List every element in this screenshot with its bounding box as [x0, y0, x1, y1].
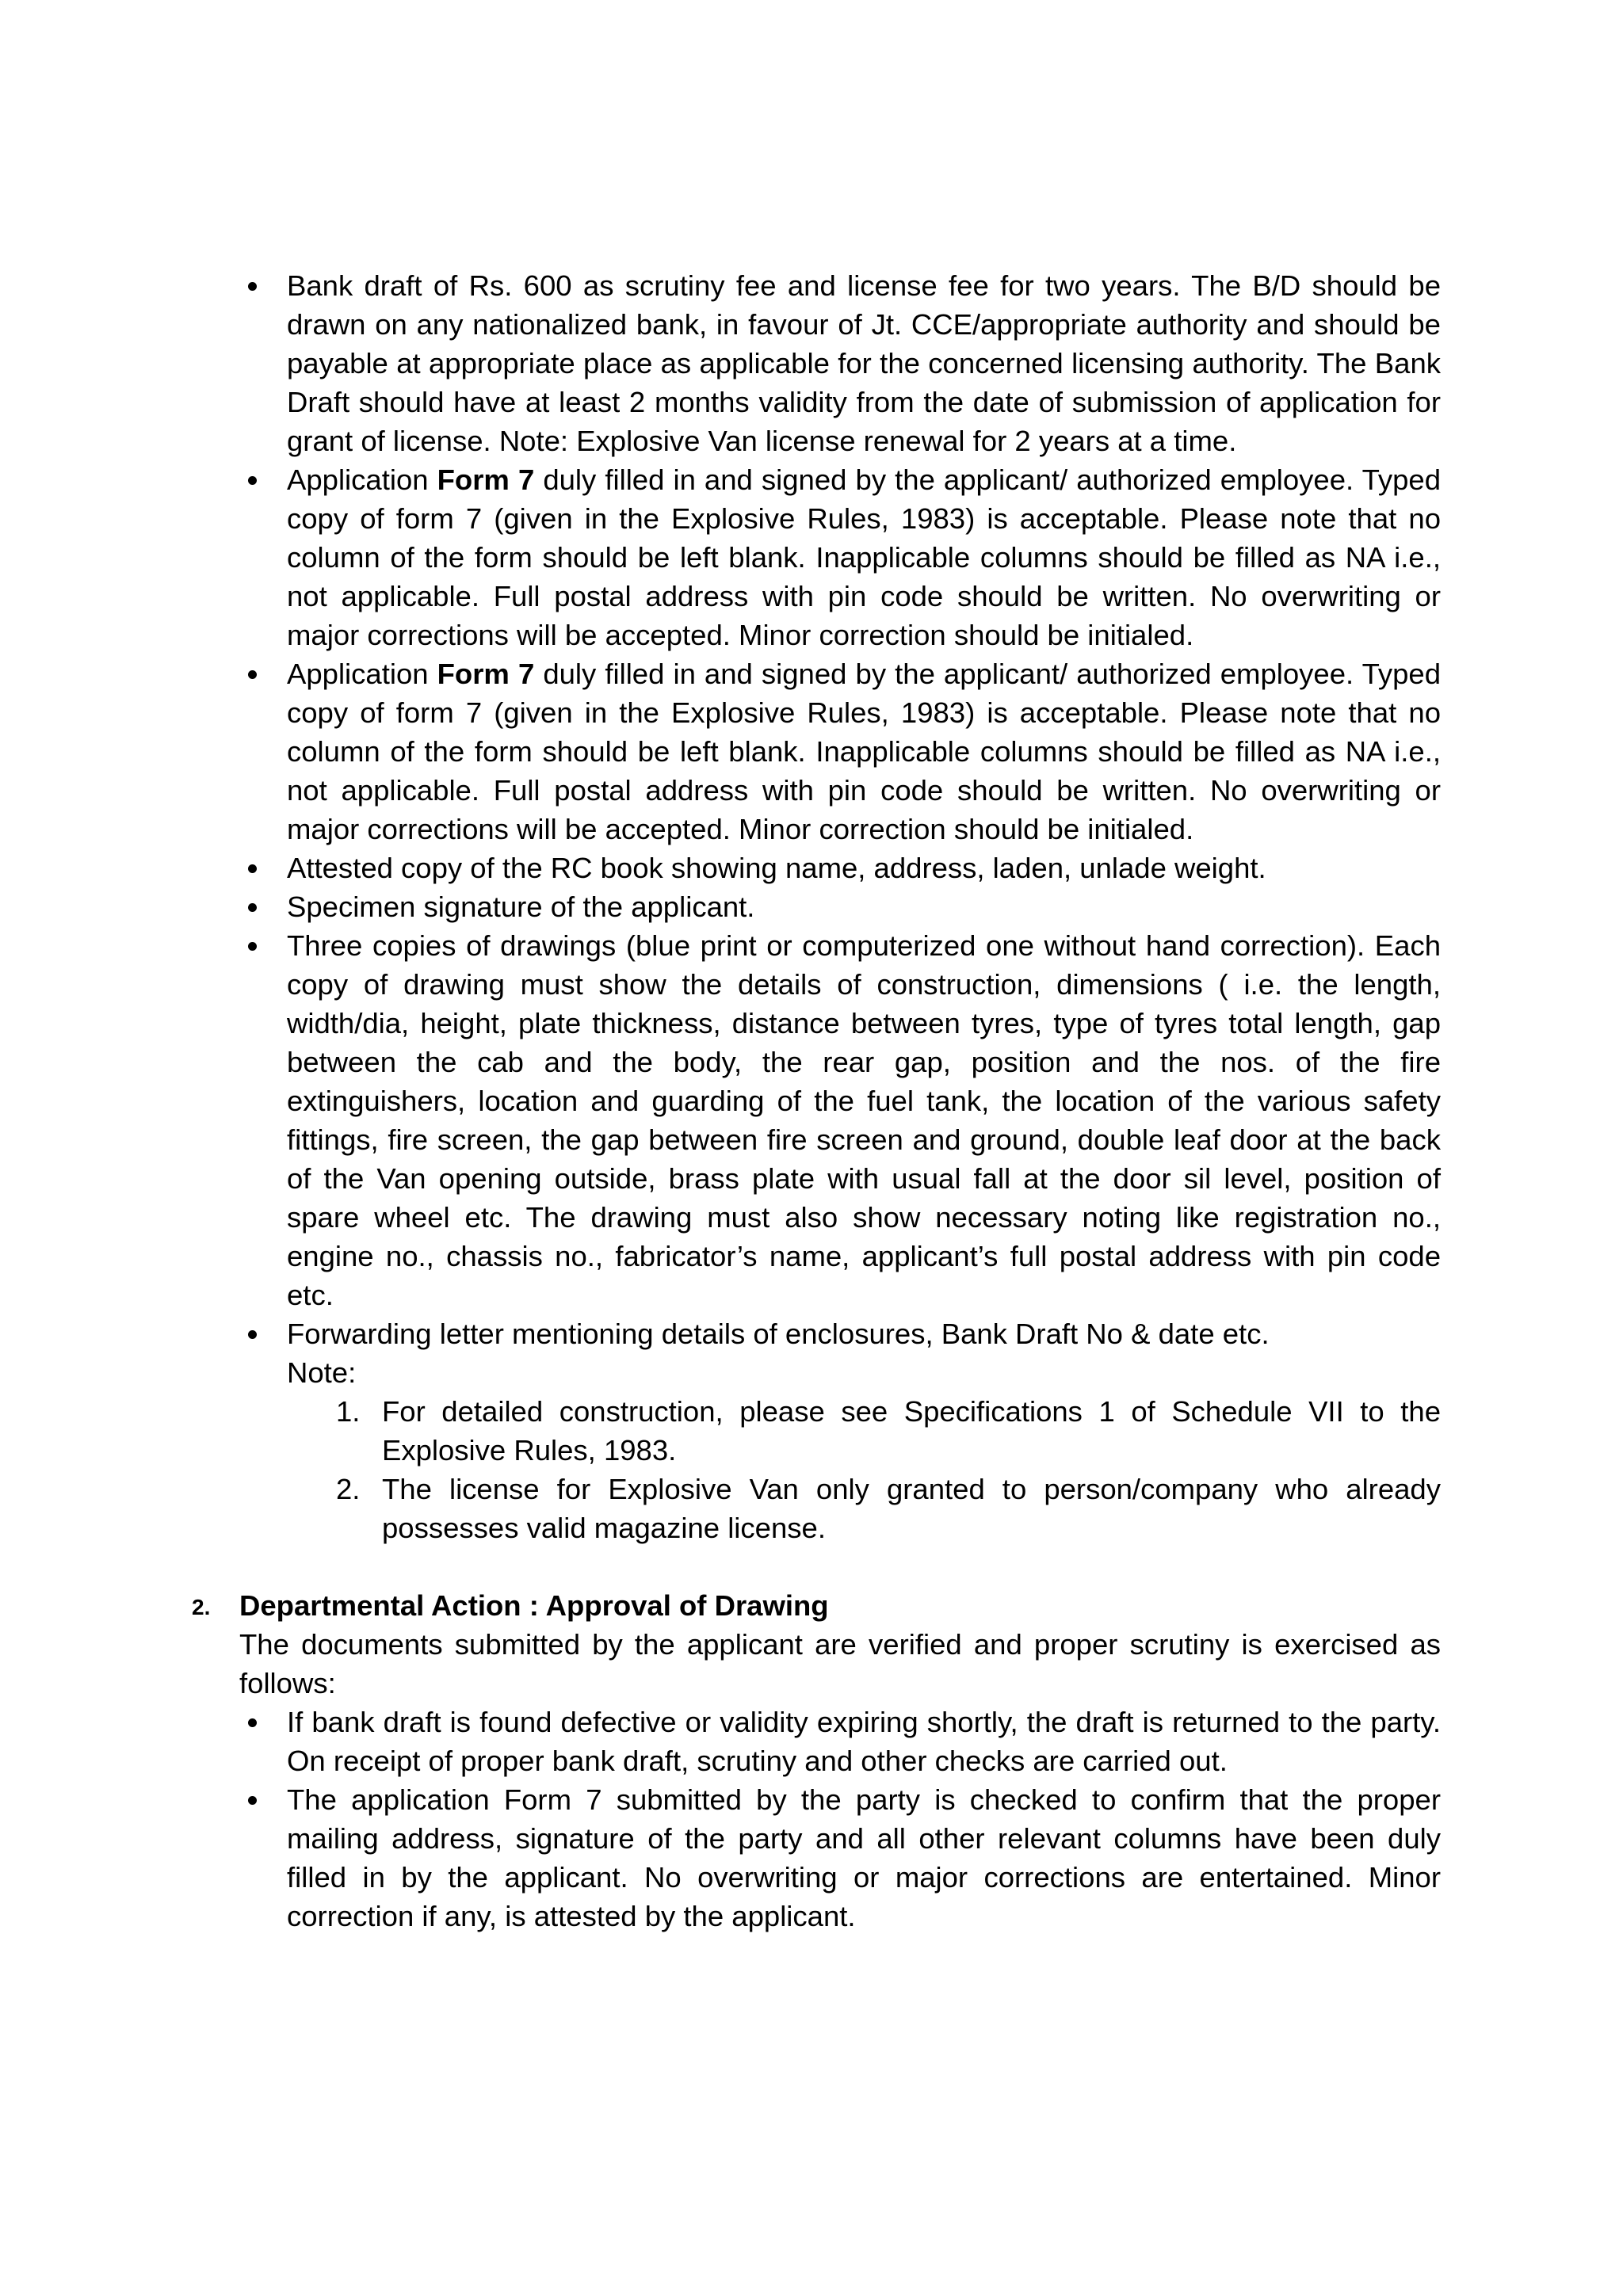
note-number: 1. — [336, 1395, 361, 1428]
section-number: 2. — [192, 1595, 211, 1619]
note-label: Note: — [287, 1356, 357, 1389]
note-item — [336, 1470, 1441, 1547]
list-item — [287, 654, 1441, 849]
list-item-text: duly filled in and signed by the applicant/ authorized employee. Typed copy of form 7 (given in the Explosive Rules, 1983) is acceptable. Please note that no column of the form should be left blank. Inapplicable columns should be filled as NA i.e., not applicable. Full postal address with pin code should be written. No overwriting or major corrections will be accepted. Minor correction should be initialed. — [287, 463, 1441, 651]
list-item — [287, 1314, 1441, 1353]
list-item-text: Attested copy of the RC book showing name, address, laden, unlade weight. — [287, 852, 1266, 884]
list-item-text: If bank draft is found defective or validity expiring shortly, the draft is returned to the party. On receipt of proper bank draft, scrutiny and other checks are carried out. — [287, 1706, 1441, 1777]
section-intro: The documents submitted by the applicant are verified and proper scrutiny is exercised as follows: — [239, 1628, 1441, 1699]
list-item — [287, 926, 1441, 1314]
form-reference: Form 7 — [437, 658, 535, 690]
section-heading — [192, 1586, 1623, 1625]
list-item-text: The application Form 7 submitted by the party is checked to confirm that the proper mailing address, signature of the party and all other relevant columns have been duly filled in by the applicant. No overwriting or major corrections are entertained. Minor correction if any, is attested by the applicant. — [287, 1783, 1441, 1932]
list-item — [287, 266, 1441, 460]
document-content — [0, 266, 1623, 1936]
list-item — [287, 460, 1441, 654]
list-item — [287, 1780, 1441, 1936]
list-item — [287, 1703, 1441, 1780]
note-number: 2. — [336, 1473, 361, 1505]
section-title: Departmental Action : Approval of Drawing — [239, 1589, 829, 1622]
form-reference: Form 7 — [437, 463, 535, 496]
list-item-text: Bank draft of Rs. 600 as scrutiny fee and license fee for two years. The B/D should be drawn on any nationalized bank, in favour of Jt. CCE/appropriate authority and should be payable at appropriate place as applicable for the concerned licensing authority. The Bank Draft should have at least 2 months validity from the date of submission of application for grant of license. Note: Explosive Van license renewal for 2 years at a time. — [287, 269, 1441, 457]
requirements-list — [0, 266, 1623, 1353]
scrutiny-list — [0, 1703, 1623, 1936]
list-item-text-lead: Application — [287, 463, 437, 496]
note-item — [336, 1392, 1441, 1470]
list-item-text: duly filled in and signed by the applicant/ authorized employee. Typed copy of form 7 (given in the Explosive Rules, 1983) is acceptable. Please note that no column of the form should be left blank. Inapplicable columns should be filled as NA i.e., not applicable. Full postal address with pin code should be written. No overwriting or major corrections will be accepted. Minor correction should be initialed. — [287, 658, 1441, 845]
list-item-text: Specimen signature of the applicant. — [287, 891, 755, 923]
list-item-text: Forwarding letter mentioning details of enclosures, Bank Draft No & date etc. — [287, 1318, 1270, 1350]
notes-list — [0, 1392, 1623, 1547]
list-item — [287, 849, 1441, 887]
list-item-text-lead: Application — [287, 658, 437, 690]
list-item-text: Three copies of drawings (blue print or computerized one without hand correction). Each copy of drawing must show the details of construction, dimensions ( i.e. the length, width/dia, height, plate thickness, distance between tyres, type of tyres total length, gap between the cab and the body, the rear gap, position and the nos. of the fire extinguishers, location and guarding of the fuel tank, the location of the various safety fittings, fire screen, the gap between fire screen and ground, double leaf door at the back of the Van opening outside, brass plate with usual fall at the door sil level, position of spare wheel etc. The drawing must also show necessary noting like registration no., engine no., chassis no., fabricator’s name, applicant’s full postal address with pin code etc. — [287, 929, 1441, 1311]
note-text: For detailed construction, please see Specifications 1 of Schedule VII to the Explosive Rules, 1983. — [382, 1395, 1441, 1466]
note-text: The license for Explosive Van only granted to person/company who already possesses valid magazine license. — [382, 1473, 1441, 1544]
list-item — [287, 887, 1441, 926]
